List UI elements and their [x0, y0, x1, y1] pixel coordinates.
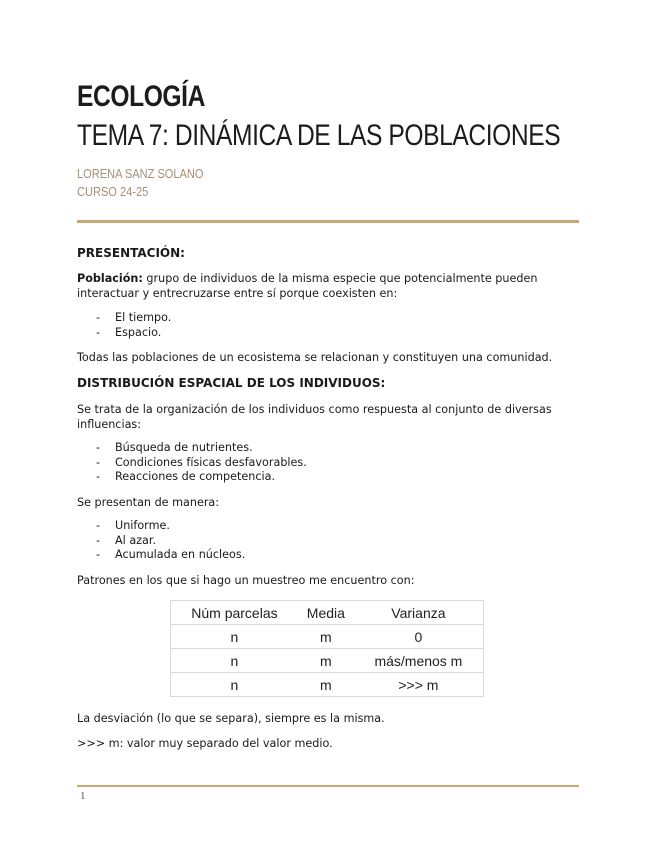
manner-intro: Se presentan de manera: [77, 496, 220, 509]
footer-divider [77, 785, 579, 787]
document-subtitle: TEMA 7: DINÁMICA DE LAS POBLACIONES [77, 119, 561, 152]
table-header-cell: Media [298, 601, 354, 625]
desviacion-note: La desviación (lo que se separa), siempre es la misma. [77, 712, 385, 725]
influences-list [96, 441, 307, 485]
poblacion-definition-text: grupo de individuos de la misma especie que potencialmente pueden interactuar y entrecruzarse entre sí porque coexisten en: [77, 272, 538, 300]
section-heading-presentacion: PRESENTACIÓN: [77, 246, 185, 260]
header-divider [77, 220, 579, 223]
list-item: - Acumulada en núcleos. [96, 548, 245, 563]
table-cell: n [171, 673, 298, 697]
table-cell: más/menos m [354, 649, 484, 673]
table-cell: n [171, 649, 298, 673]
valor-note: >>> m: valor muy separado del valor medio. [77, 737, 333, 750]
table-cell: m [298, 649, 354, 673]
page-number: 1 [80, 790, 86, 802]
list-item: - Condiciones físicas desfavorables. [96, 456, 307, 471]
table-cell: >>> m [354, 673, 484, 697]
list-item: - Uniforme. [96, 519, 245, 534]
distribucion-intro: Se trata de la organización de los individuos como respuesta al conjunto de diversas influencias: [77, 403, 552, 431]
table-cell: m [298, 625, 354, 649]
document-title: ECOLOGÍA [77, 80, 205, 113]
patterns-intro: Patrones en los que si hago un muestreo me encuentro con: [77, 574, 415, 587]
table-cell: m [298, 673, 354, 697]
table-row [171, 649, 484, 673]
list-item: - Búsqueda de nutrientes. [96, 441, 307, 456]
sampling-table [170, 600, 484, 697]
manners-list [96, 519, 245, 563]
table-header-cell: Varianza [354, 601, 484, 625]
table-header-cell: Núm parcelas [171, 601, 298, 625]
table-row [171, 673, 484, 697]
list-item: - El tiempo. [96, 311, 171, 326]
course-label: CURSO 24-25 [77, 184, 149, 199]
author-name: LORENA SANZ SOLANO [77, 166, 204, 181]
comunidad-paragraph: Todas las poblaciones de un ecosistema se relacionan y constituyen una comunidad. [77, 351, 553, 364]
table-cell: 0 [354, 625, 484, 649]
poblacion-definition [77, 271, 567, 301]
section-heading-distribucion: DISTRIBUCIÓN ESPACIAL DE LOS INDIVIDUOS: [77, 376, 386, 390]
table-cell: n [171, 625, 298, 649]
list-item: - Al azar. [96, 534, 245, 549]
poblacion-term: Población: [77, 272, 143, 285]
list-item: - Reacciones de competencia. [96, 470, 307, 485]
list-item: - Espacio. [96, 326, 171, 341]
table-header-row [171, 601, 484, 625]
table-row [171, 625, 484, 649]
coexist-list [96, 311, 171, 340]
